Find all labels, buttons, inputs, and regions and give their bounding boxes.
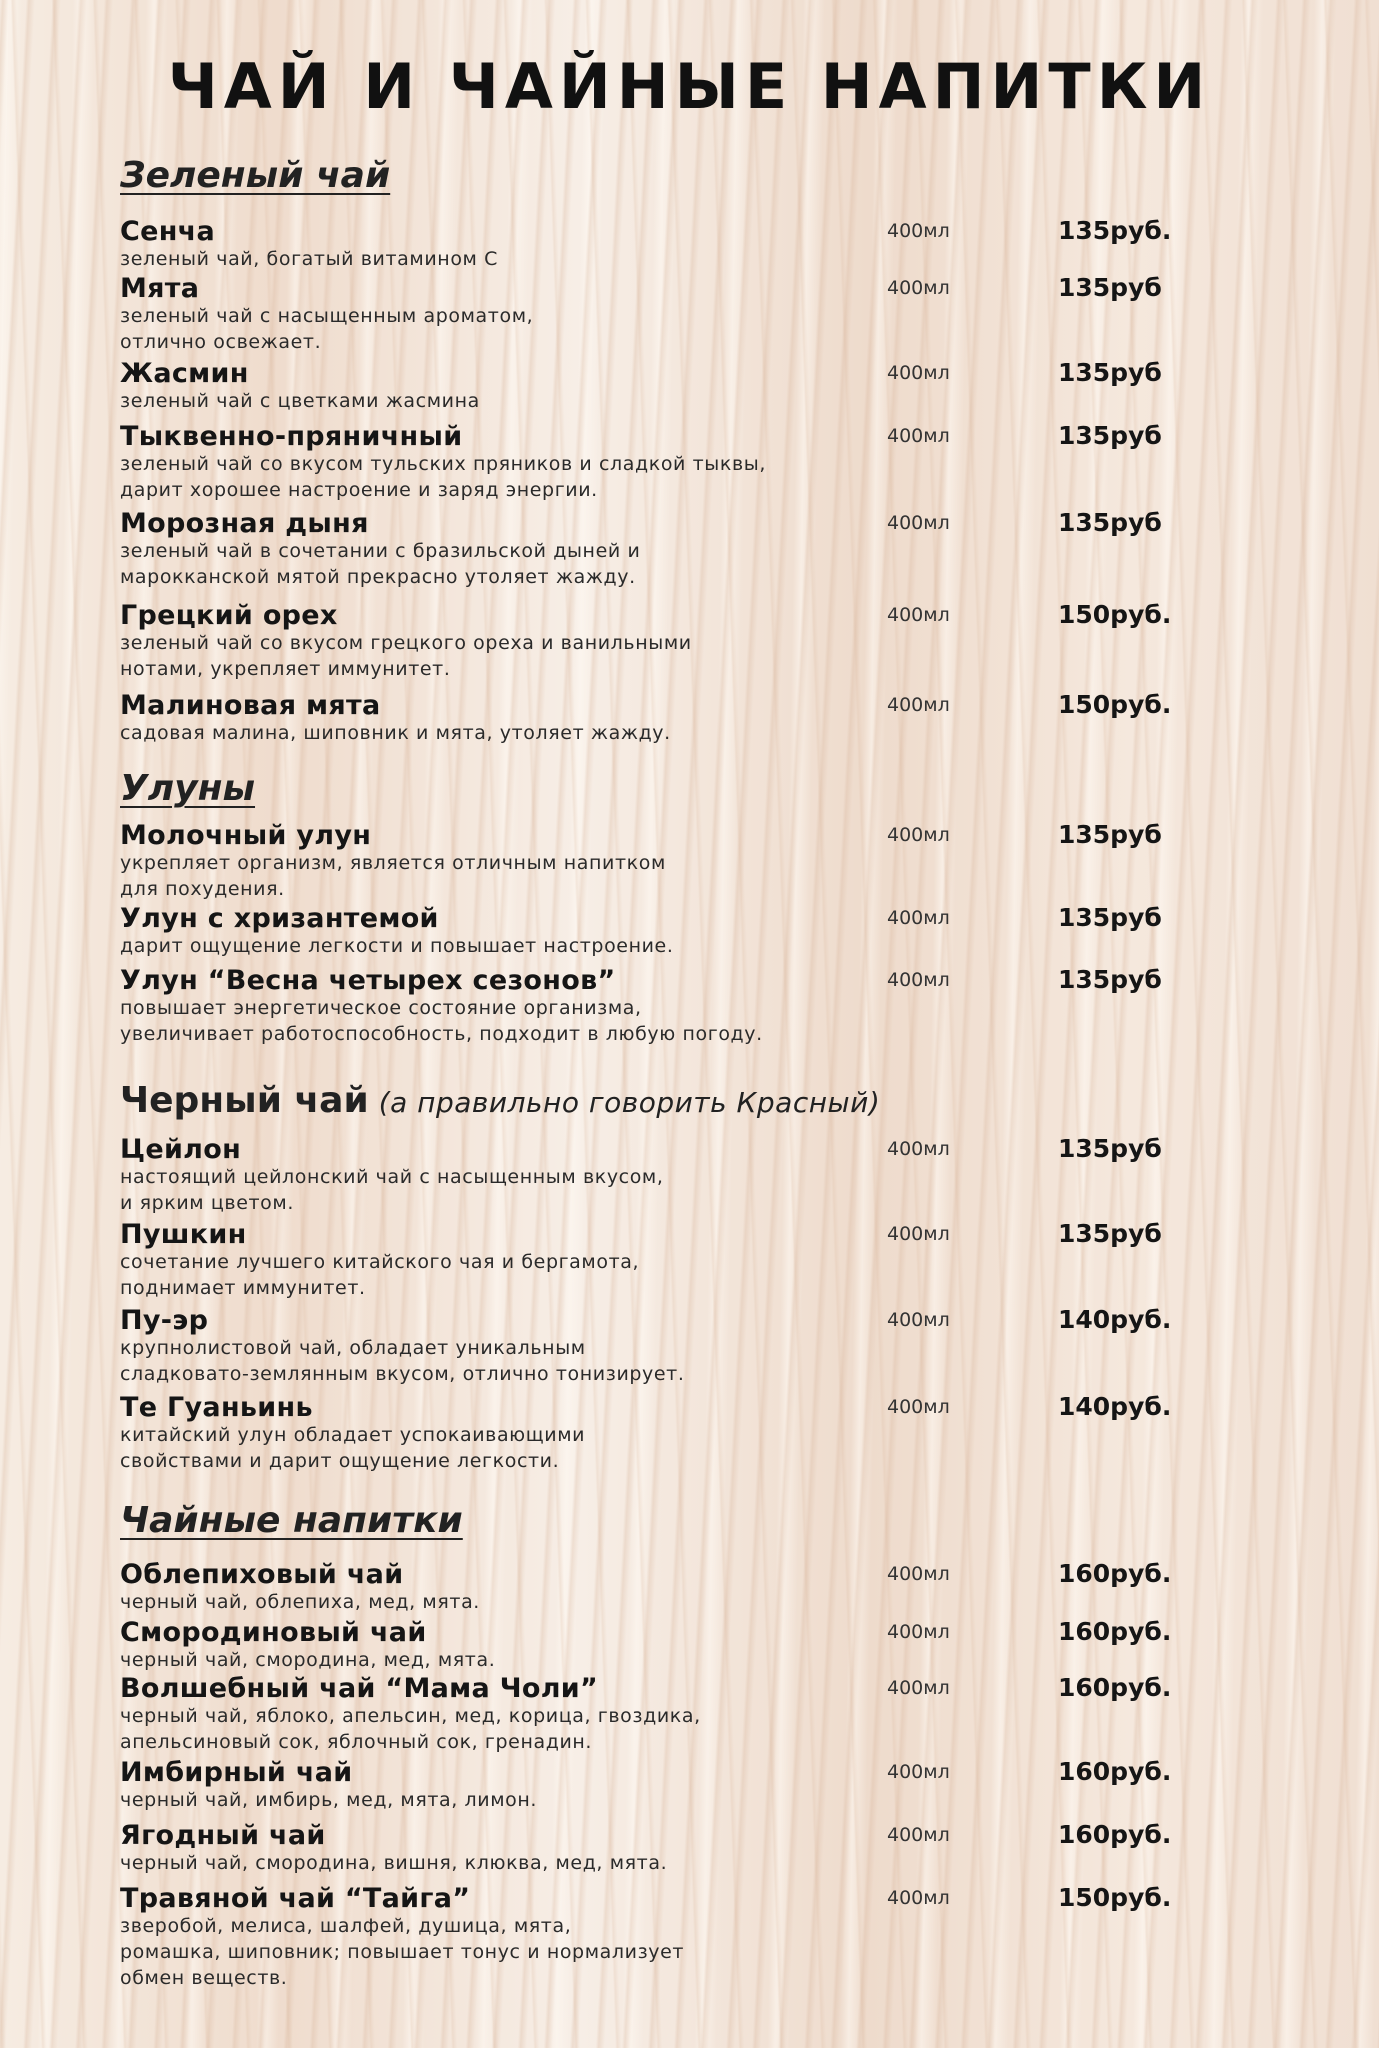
menu-item — [120, 423, 1240, 503]
section-heading — [120, 1080, 880, 1121]
menu-item — [120, 1759, 1240, 1813]
section-heading-text: Черный чай — [120, 1080, 369, 1121]
item-name: Пу-эр — [120, 1305, 209, 1336]
menu-item — [120, 905, 1240, 959]
section-heading — [120, 1500, 463, 1541]
item-description: зеленый чай с насыщенным ароматом, отлично освежает. — [120, 305, 534, 353]
section-heading-text: Улуны — [120, 768, 256, 809]
item-name: Морозная дыня — [120, 508, 369, 539]
item-description: дарит ощущение легкости и повышает настроение. — [120, 935, 674, 957]
section-heading-text: Зеленый чай — [120, 155, 391, 196]
item-price: 135руб — [1058, 273, 1162, 302]
menu-item — [120, 1561, 1240, 1615]
item-description: черный чай, смородина, вишня, клюква, мед, мята. — [120, 1852, 668, 1874]
item-volume: 400мл — [887, 1223, 950, 1245]
item-description: зеленый чай со вкусом тульских пряников и сладкой тыквы, дарит хорошее настроение и заряд энергии. — [120, 453, 767, 501]
item-volume: 400мл — [887, 277, 950, 299]
menu-item — [120, 602, 1240, 682]
item-name: Травяной чай “Тайга” — [120, 1883, 471, 1914]
item-price: 135руб — [1058, 358, 1162, 387]
section-heading — [120, 155, 390, 196]
menu-item — [120, 510, 1240, 590]
item-volume: 400мл — [887, 512, 950, 534]
item-price: 150руб. — [1058, 1883, 1172, 1912]
item-description: укрепляет организм, является отличным напитком для похудения. — [120, 852, 666, 900]
item-price: 140руб. — [1058, 1392, 1172, 1421]
section-heading-note: (а правильно говорить Красный) — [378, 1086, 881, 1119]
item-price: 135руб — [1058, 1134, 1162, 1163]
item-volume: 400мл — [887, 1138, 950, 1160]
item-description: зеленый чай с цветками жасмина — [120, 390, 480, 412]
item-name: Молочный улун — [120, 820, 372, 851]
item-price: 135руб — [1058, 421, 1162, 450]
item-volume: 400мл — [887, 907, 950, 929]
item-volume: 400мл — [887, 425, 950, 447]
item-volume: 400мл — [887, 1677, 950, 1699]
item-name: Ягодный чай — [120, 1820, 326, 1851]
item-volume: 400мл — [887, 1761, 950, 1783]
item-name: Улун с хризантемой — [120, 903, 439, 934]
item-name: Грецкий орех — [120, 600, 338, 631]
item-name: Цейлон — [120, 1134, 242, 1165]
menu-item — [120, 360, 1240, 414]
menu-item — [120, 1136, 1240, 1216]
item-name: Те Гуаньинь — [120, 1392, 313, 1423]
item-volume: 400мл — [887, 1621, 950, 1643]
item-name: Сенча — [120, 216, 216, 247]
item-price: 135руб — [1058, 903, 1162, 932]
item-volume: 400мл — [887, 1824, 950, 1846]
item-description: черный чай, облепиха, мед, мята. — [120, 1591, 480, 1613]
menu-item — [120, 1307, 1240, 1387]
menu-item — [120, 218, 1240, 272]
item-name: Мята — [120, 273, 200, 304]
item-price: 135руб — [1058, 965, 1162, 994]
item-description: зеленый чай, богатый витамином С — [120, 248, 498, 270]
menu-item — [120, 1675, 1240, 1755]
item-volume: 400мл — [887, 1563, 950, 1585]
item-name: Тыквенно-пряничный — [120, 421, 463, 452]
menu-item — [120, 1394, 1240, 1474]
item-description: черный чай, смородина, мед, мята. — [120, 1649, 496, 1671]
item-price: 135руб — [1058, 820, 1162, 849]
menu-item — [120, 1822, 1240, 1876]
item-price: 160руб. — [1058, 1820, 1172, 1849]
item-volume: 400мл — [887, 1309, 950, 1331]
item-price: 160руб. — [1058, 1757, 1172, 1786]
item-name: Пушкин — [120, 1219, 247, 1250]
item-volume: 400мл — [887, 604, 950, 626]
item-volume: 400мл — [887, 362, 950, 384]
item-description: повышает энергетическое состояние организма, увеличивает работоспособность, подходит в любую погоду. — [120, 997, 763, 1045]
item-price: 150руб. — [1058, 690, 1172, 719]
item-price: 135руб — [1058, 1219, 1162, 1248]
item-name: Малиновая мята — [120, 690, 381, 721]
item-name: Имбирный чай — [120, 1757, 353, 1788]
item-description: крупнолистовой чай, обладает уникальным сладковато-землянным вкусом, отлично тонизирует. — [120, 1337, 685, 1385]
item-volume: 400мл — [887, 969, 950, 991]
menu-item — [120, 1885, 1240, 1991]
item-price: 140руб. — [1058, 1305, 1172, 1334]
section-heading — [120, 768, 255, 809]
menu-item — [120, 967, 1240, 1047]
section-heading-text: Чайные напитки — [120, 1500, 463, 1541]
item-description: настоящий цейлонский чай с насыщенным вкусом, и ярким цветом. — [120, 1166, 664, 1214]
page-title: ЧАЙ И ЧАЙНЫЕ НАПИТКИ — [167, 50, 1212, 123]
item-price: 160руб. — [1058, 1673, 1172, 1702]
menu-item — [120, 275, 1240, 355]
item-name: Улун “Весна четырех сезонов” — [120, 965, 616, 996]
item-price: 150руб. — [1058, 600, 1172, 629]
item-description: зверобой, мелиса, шалфей, душица, мята, ромашка, шиповник; повышает тонус и нормализует обмен веществ. — [120, 1915, 685, 1989]
menu-item — [120, 822, 1240, 902]
item-name: Смородиновый чай — [120, 1617, 427, 1648]
menu-item — [120, 692, 1240, 746]
item-name: Облепиховый чай — [120, 1559, 404, 1590]
item-description: черный чай, имбирь, мед, мята, лимон. — [120, 1789, 538, 1811]
item-volume: 400мл — [887, 694, 950, 716]
item-description: китайский улун обладает успокаивающими свойствами и дарит ощущение легкости. — [120, 1424, 586, 1472]
item-price: 160руб. — [1058, 1617, 1172, 1646]
item-name: Волшебный чай “Мама Чоли” — [120, 1673, 599, 1704]
item-name: Жасмин — [120, 358, 249, 389]
item-volume: 400мл — [887, 824, 950, 846]
item-description: черный чай, яблоко, апельсин, мед, корица, гвоздика, апельсиновый сок, яблочный сок, гренадин. — [120, 1705, 701, 1753]
item-description: зеленый чай в сочетании с бразильской дыней и марокканской мятой прекрасно утоляет жажду. — [120, 540, 641, 588]
menu-item — [120, 1221, 1240, 1301]
item-price: 160руб. — [1058, 1559, 1172, 1588]
item-price: 135руб. — [1058, 216, 1172, 245]
item-volume: 400мл — [887, 1396, 950, 1418]
item-description: садовая малина, шиповник и мята, утоляет жажду. — [120, 722, 671, 744]
item-description: сочетание лучшего китайского чая и бергамота, поднимает иммунитет. — [120, 1251, 640, 1299]
item-price: 135руб — [1058, 508, 1162, 537]
item-description: зеленый чай со вкусом грецкого ореха и ванильными нотами, укрепляет иммунитет. — [120, 632, 692, 680]
item-volume: 400мл — [887, 220, 950, 242]
item-volume: 400мл — [887, 1887, 950, 1909]
menu-item — [120, 1619, 1240, 1673]
